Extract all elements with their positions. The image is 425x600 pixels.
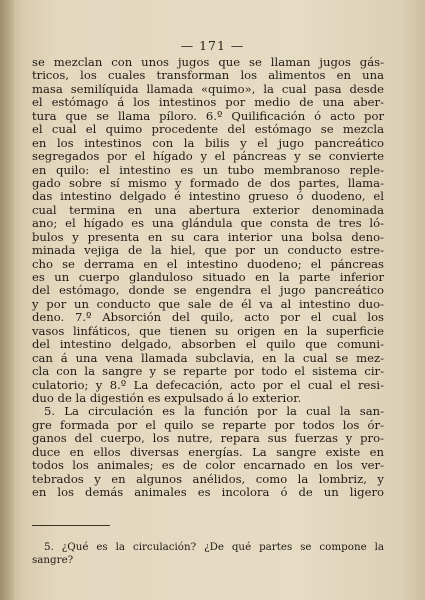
text-line: culatorio; y 8.º La defecación, acto por el cual el resi- [32, 377, 384, 392]
text-line: del intestino delgado, absorben el quilo que comuni- [32, 337, 384, 352]
text-line: ganos del cuerpo, los nutre, repara sus fuerzas y pro- [32, 431, 384, 446]
text-line: tricos, los cuales transforman los alimentos en una [32, 68, 384, 83]
text-line: gre formada por el quilo se reparte por todos los ór- [32, 417, 384, 432]
text-line: vasos linfáticos, que tienen su origen en la superficie [32, 323, 384, 338]
text-line: deno. 7.º Absorción del quilo, acto por el cual los [32, 310, 384, 325]
text-line: cual termina en una abertura exterior denominada [32, 202, 384, 217]
text-line: cla con la sangre y se reparte por todo el sistema cir- [32, 364, 384, 379]
text-line: minada vejiga de la hiel, que por un conducto estre- [32, 243, 384, 258]
text-line: en los intestinos con la bilis y el jugo pancreático [32, 135, 384, 150]
body-text [32, 56, 384, 499]
text-line: el estómago á los intestinos por medio de una aber- [32, 95, 384, 110]
text-line: es un cuerpo glanduloso situado en la parte inferior [32, 270, 384, 284]
text-line: y por un conducto que sale de él va al intestino duo- [32, 296, 384, 311]
text-line: das intestino delgado é intestino grueso ó duodeno, el [32, 189, 384, 204]
footnote-line: 5. ¿Qué es la circulación? ¿De qué partes se compone la [44, 541, 384, 553]
paragraph-start-line: 5. La circulación es la función por la cual la san- [44, 404, 384, 419]
text-line: bulos y presenta en su cara interior una bolsa deno- [32, 229, 384, 244]
text-line: todos los animales; es de color encarnado en los ver- [32, 458, 384, 473]
text-line: tebrados y en algunos anélidos, como la lombriz, y [32, 471, 384, 486]
page-number: — 171 — [180, 38, 245, 53]
text-line: cho se derrama en el intestino duodeno; el páncreas [32, 256, 384, 271]
text-line: en los demás animales es incolora ó de un ligero [32, 485, 384, 499]
text-line: tura que se llama píloro. 6.º Quilificación ó acto por [32, 108, 384, 123]
text-line: can á una vena llamada subclavia, en la cual se mez- [32, 350, 384, 365]
text-line: ano; el hígado es una glándula que consta de tres ló- [32, 216, 384, 231]
text-line: masa semilíquida llamada «quimo», la cual pasa desde [32, 81, 384, 96]
text-line: en quilo: el intestino es un tubo membranoso reple- [32, 162, 384, 177]
text-line: duce en ellos diversas energías. La sangre existe en [32, 444, 384, 459]
text-line: se mezclan con unos jugos que se llaman jugos gás- [32, 55, 384, 69]
text-line: duo de la digestión es expulsado á lo exterior. [32, 390, 302, 405]
text-line: del estómago, donde se engendra el jugo pancreático [32, 283, 384, 298]
text-line: segregados por el hígado y el páncreas y se convierte [32, 149, 384, 164]
footnote-divider [32, 525, 110, 526]
footnote [32, 541, 384, 566]
book-spine-shadow [0, 0, 14, 600]
text-line: gado sobre sí mismo y formado de dos partes, llama- [32, 175, 384, 190]
text-line: el cual el quimo procedente del estómago se mezcla [32, 122, 384, 137]
footnote-line: sangre? [32, 553, 74, 566]
